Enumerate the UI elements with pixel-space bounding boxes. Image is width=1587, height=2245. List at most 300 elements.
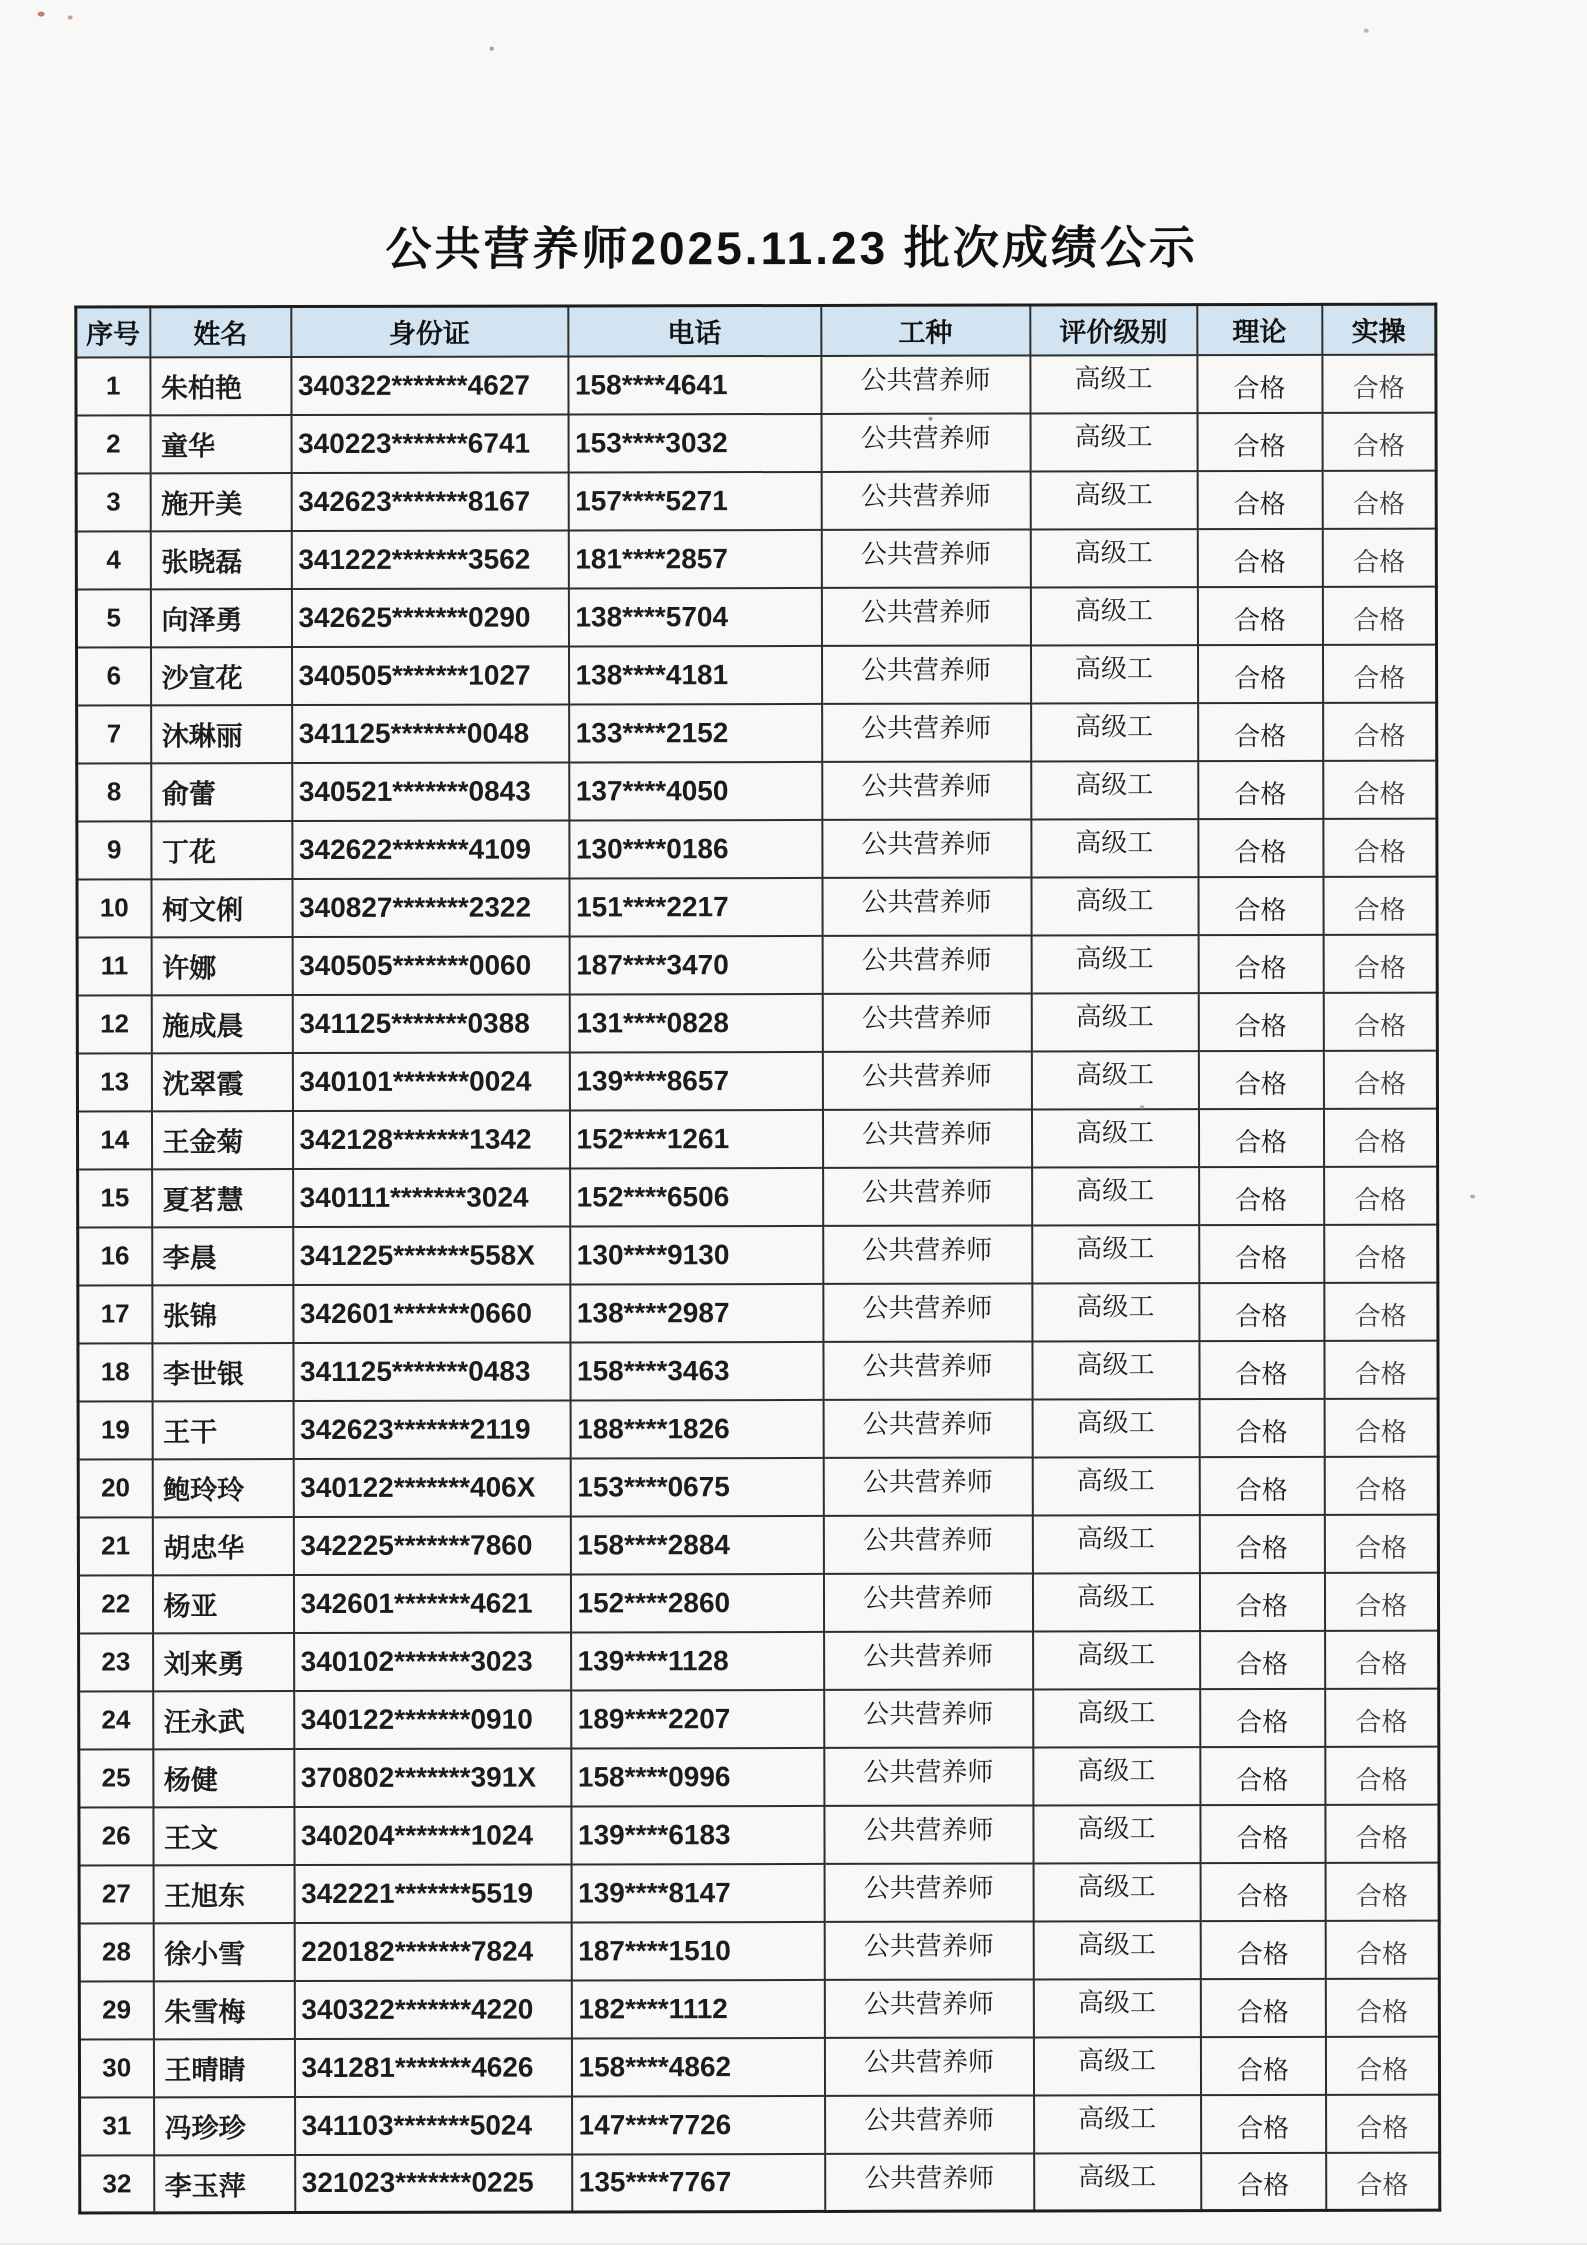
cell-theory-result: 合格 [1200,1630,1325,1688]
cell-id-number: 342623*******8167 [291,472,568,531]
cell-index: 28 [79,1923,153,1981]
cell-phone: 152****1261 [569,1109,822,1168]
cell-id-number: 342128*******1342 [292,1110,569,1169]
cell-index: 12 [77,995,151,1053]
cell-level: 高级工 [1031,935,1198,993]
cell-practical-result: 合格 [1325,1746,1439,1804]
page-title: 公共营养师2025.11.23 批次成绩公示 [385,221,1198,275]
cell-job-type: 公共营养师 [823,1515,1032,1573]
cell-level: 高级工 [1032,1283,1199,1341]
cell-id-number: 340102*******3023 [294,1632,571,1691]
cell-theory-result: 合格 [1201,2094,1326,2152]
cell-job-type: 公共营养师 [825,2095,1034,2153]
cell-name: 丁花 [151,821,292,879]
cell-job-type: 公共营养师 [821,471,1030,529]
cell-level: 高级工 [1032,1457,1199,1515]
cell-index: 31 [80,2097,154,2155]
cell-practical-result: 合格 [1324,1572,1438,1630]
header-row [76,304,1436,357]
cell-index: 25 [79,1749,153,1807]
cell-job-type: 公共营养师 [823,1167,1032,1225]
cell-phone: 138****4181 [569,645,822,704]
cell-job-type: 公共营养师 [821,355,1030,413]
cell-level: 高级工 [1031,1109,1198,1167]
table-row [76,586,1436,647]
cell-name: 李晨 [152,1227,293,1285]
cell-phone: 158****4862 [571,2037,824,2096]
cell-practical-result: 合格 [1324,1514,1438,1572]
cell-index: 21 [78,1517,152,1575]
cell-theory-result: 合格 [1199,1166,1324,1224]
cell-name: 王金菊 [151,1111,292,1169]
cell-phone: 139****1128 [571,1631,824,1690]
cell-phone: 152****2860 [570,1573,823,1632]
table-row [76,528,1436,589]
cell-job-type: 公共营养师 [824,1805,1033,1863]
cell-phone: 152****6506 [570,1167,823,1226]
cell-level: 高级工 [1032,1399,1199,1457]
scan-artifact [1470,1195,1475,1199]
table-row [78,1224,1438,1285]
cell-practical-result: 合格 [1325,1920,1439,1978]
cell-phone: 153****0675 [570,1457,823,1516]
cell-level: 高级工 [1030,471,1197,529]
cell-id-number: 342221*******5519 [294,1864,571,1923]
cell-practical-result: 合格 [1323,1108,1437,1166]
table-row [78,1166,1438,1227]
cell-practical-result: 合格 [1323,644,1437,702]
cell-phone: 158****4641 [568,355,821,414]
cell-level: 高级工 [1031,1051,1198,1109]
cell-job-type: 公共营养师 [821,587,1030,645]
cell-phone: 182****1112 [571,1979,824,2038]
cell-job-type: 公共营养师 [824,1747,1033,1805]
cell-id-number: 340122*******0910 [294,1690,571,1749]
cell-job-type: 公共营养师 [824,1631,1033,1689]
table-row [78,1456,1438,1517]
cell-level: 高级工 [1031,993,1198,1051]
cell-index: 20 [78,1459,152,1517]
cell-name: 王晴睛 [153,2039,294,2097]
results-table [74,303,1441,2215]
cell-index: 2 [76,415,150,473]
cell-index: 4 [76,531,150,589]
cell-level: 高级工 [1033,1921,1200,1979]
cell-practical-result: 合格 [1323,934,1437,992]
cell-id-number: 340223*******6741 [291,414,568,473]
cell-level: 高级工 [1031,645,1198,703]
cell-index: 8 [77,763,151,821]
cell-phone: 130****0186 [569,819,822,878]
table-row [78,1572,1438,1633]
cell-name: 沈翠霞 [151,1053,292,1111]
cell-name: 徐小雪 [153,1923,294,1981]
cell-theory-result: 合格 [1199,1456,1324,1514]
cell-name: 杨亚 [152,1575,293,1633]
cell-practical-result: 合格 [1326,2152,1440,2210]
cell-index: 3 [76,473,150,531]
cell-job-type: 公共营养师 [824,2037,1033,2095]
cell-index: 6 [77,647,151,705]
scan-artifact [68,16,73,20]
cell-theory-result: 合格 [1200,1688,1325,1746]
cell-theory-result: 合格 [1199,1224,1324,1282]
cell-job-type: 公共营养师 [823,1457,1032,1515]
cell-practical-result: 合格 [1324,1398,1438,1456]
cell-index: 5 [76,589,150,647]
cell-phone: 137****4050 [569,761,822,820]
cell-job-type: 公共营养师 [822,877,1031,935]
cell-id-number: 341125*******0483 [293,1342,570,1401]
table-row [77,876,1437,937]
cell-index: 17 [78,1285,152,1343]
col-header-index: 序号 [76,307,150,357]
cell-id-number: 340827*******2322 [292,878,569,937]
cell-practical-result: 合格 [1324,1166,1438,1224]
cell-name: 胡忠华 [152,1517,293,1575]
table-row [77,992,1437,1053]
cell-practical-result: 合格 [1322,412,1436,470]
cell-job-type: 公共营养师 [823,1283,1032,1341]
cell-level: 高级工 [1032,1573,1199,1631]
cell-theory-result: 合格 [1200,1978,1325,2036]
cell-phone: 138****2987 [570,1283,823,1342]
cell-phone: 147****7726 [572,2095,825,2154]
cell-index: 7 [77,705,151,763]
cell-job-type: 公共营养师 [822,1109,1031,1167]
cell-level: 高级工 [1031,703,1198,761]
cell-level: 高级工 [1032,1167,1199,1225]
cell-theory-result: 合格 [1200,1804,1325,1862]
cell-index: 23 [79,1633,153,1691]
cell-name: 施成晨 [151,995,292,1053]
cell-practical-result: 合格 [1322,528,1436,586]
cell-practical-result: 合格 [1323,992,1437,1050]
cell-phone: 151****2217 [569,877,822,936]
cell-practical-result: 合格 [1323,702,1437,760]
cell-level: 高级工 [1032,1515,1199,1573]
table-row [78,1340,1438,1401]
cell-theory-result: 合格 [1199,1514,1324,1572]
cell-level: 高级工 [1030,355,1197,413]
cell-name: 杨健 [153,1749,294,1807]
cell-theory-result: 合格 [1199,1282,1324,1340]
table-row [76,354,1436,415]
cell-name: 柯文俐 [151,879,292,937]
cell-index: 18 [78,1343,152,1401]
cell-theory-result: 合格 [1199,1340,1324,1398]
cell-id-number: 341222*******3562 [291,530,568,589]
cell-practical-result: 合格 [1325,1978,1439,2036]
cell-theory-result: 合格 [1198,818,1323,876]
cell-phone: 133****2152 [569,703,822,762]
cell-phone: 157****5271 [568,471,821,530]
table-header [76,304,1436,357]
cell-phone: 158****3463 [570,1341,823,1400]
cell-id-number: 340204*******1024 [294,1806,571,1865]
cell-id-number: 340505*******1027 [292,646,569,705]
cell-phone: 131****0828 [569,993,822,1052]
cell-index: 26 [79,1807,153,1865]
cell-job-type: 公共营养师 [822,1051,1031,1109]
cell-level: 高级工 [1031,819,1198,877]
col-header-level: 评价级别 [1030,305,1197,355]
cell-id-number: 341125*******0048 [292,704,569,763]
cell-practical-result: 合格 [1322,586,1436,644]
cell-id-number: 340322*******4627 [291,356,568,415]
cell-level: 高级工 [1031,761,1198,819]
cell-level: 高级工 [1032,1225,1199,1283]
table-row [79,1630,1439,1691]
table-row [76,412,1436,473]
table-row [78,1398,1438,1459]
cell-practical-result: 合格 [1324,1456,1438,1514]
cell-phone: 139****8147 [571,1863,824,1922]
col-header-id-number: 身份证 [291,306,568,357]
table-row [79,1862,1439,1923]
cell-practical-result: 合格 [1323,1050,1437,1108]
cell-practical-result: 合格 [1325,2036,1439,2094]
cell-job-type: 公共营养师 [824,1689,1033,1747]
cell-id-number: 342601*******4621 [293,1574,570,1633]
col-header-name: 姓名 [150,307,291,357]
cell-name: 沐琳丽 [151,705,292,763]
cell-theory-result: 合格 [1198,760,1323,818]
cell-id-number: 341281*******4626 [294,2038,571,2097]
cell-phone: 153****3032 [568,413,821,472]
cell-practical-result: 合格 [1323,876,1437,934]
cell-level: 高级工 [1033,1747,1200,1805]
cell-theory-result: 合格 [1197,586,1322,644]
cell-index: 30 [79,2039,153,2097]
table-row [76,470,1436,531]
cell-phone: 158****2884 [570,1515,823,1574]
cell-index: 13 [77,1053,151,1111]
cell-level: 高级工 [1032,1341,1199,1399]
cell-practical-result: 合格 [1322,470,1436,528]
table-row [77,702,1437,763]
cell-name: 朱雪梅 [153,1981,294,2039]
cell-practical-result: 合格 [1325,1862,1439,1920]
col-header-practical: 实操 [1322,304,1436,354]
cell-practical-result: 合格 [1324,1224,1438,1282]
cell-id-number: 340521*******0843 [292,762,569,821]
cell-index: 14 [77,1111,151,1169]
cell-id-number: 342622*******4109 [292,820,569,879]
cell-id-number: 341103*******5024 [295,2096,572,2155]
cell-name: 许娜 [151,937,292,995]
cell-id-number: 340122*******406X [293,1458,570,1517]
cell-id-number: 340111*******3024 [293,1168,570,1227]
cell-theory-result: 合格 [1200,1746,1325,1804]
scan-artifact [1364,29,1369,33]
cell-practical-result: 合格 [1324,1282,1438,1340]
cell-theory-result: 合格 [1198,1108,1323,1166]
cell-name: 张锦 [152,1285,293,1343]
cell-id-number: 340505*******0060 [292,936,569,995]
cell-index: 32 [80,2155,154,2213]
table-row [80,2094,1440,2155]
cell-phone: 135****7767 [572,2153,825,2212]
cell-job-type: 公共营养师 [822,703,1031,761]
scan-artifact [490,47,494,51]
cell-name: 刘来勇 [153,1633,294,1691]
cell-theory-result: 合格 [1198,644,1323,702]
cell-id-number: 340101*******0024 [292,1052,569,1111]
cell-level: 高级工 [1030,413,1197,471]
cell-theory-result: 合格 [1199,1398,1324,1456]
scan-artifact [1140,1105,1144,1109]
cell-job-type: 公共营养师 [823,1573,1032,1631]
cell-name: 汪永武 [153,1691,294,1749]
cell-id-number: 342625*******0290 [291,588,568,647]
cell-level: 高级工 [1033,2037,1200,2095]
cell-theory-result: 合格 [1198,1050,1323,1108]
cell-name: 张晓磊 [150,531,291,589]
cell-name: 沙宣花 [151,647,292,705]
cell-level: 高级工 [1033,1631,1200,1689]
col-header-theory: 理论 [1197,304,1322,354]
cell-job-type: 公共营养师 [823,1341,1032,1399]
cell-level: 高级工 [1034,2095,1201,2153]
cell-name: 向泽勇 [150,589,291,647]
cell-job-type: 公共营养师 [822,993,1031,1051]
cell-index: 29 [79,1981,153,2039]
cell-theory-result: 合格 [1200,2036,1325,2094]
cell-id-number: 342601*******0660 [293,1284,570,1343]
cell-name: 朱柏艳 [150,357,291,415]
cell-theory-result: 合格 [1197,354,1322,412]
cell-job-type: 公共营养师 [822,761,1031,819]
cell-theory-result: 合格 [1198,876,1323,934]
cell-job-type: 公共营养师 [824,1979,1033,2037]
cell-job-type: 公共营养师 [824,1863,1033,1921]
cell-index: 22 [78,1575,152,1633]
cell-theory-result: 合格 [1197,528,1322,586]
cell-id-number: 340322*******4220 [294,1980,571,2039]
cell-index: 16 [78,1227,152,1285]
cell-theory-result: 合格 [1197,412,1322,470]
cell-phone: 187****1510 [571,1921,824,1980]
cell-theory-result: 合格 [1200,1862,1325,1920]
cell-job-type: 公共营养师 [824,1921,1033,1979]
cell-level: 高级工 [1031,877,1198,935]
cell-id-number: 341125*******0388 [292,994,569,1053]
table-row [78,1282,1438,1343]
table-body [76,354,1440,2213]
cell-index: 15 [78,1169,152,1227]
table-row [79,2036,1439,2097]
table-row [77,1050,1437,1111]
cell-phone: 138****5704 [568,587,821,646]
cell-level: 高级工 [1033,1689,1200,1747]
cell-index: 24 [79,1691,153,1749]
cell-phone: 130****9130 [570,1225,823,1284]
cell-job-type: 公共营养师 [821,413,1030,471]
cell-phone: 181****2857 [568,529,821,588]
scan-artifact [929,417,933,421]
cell-theory-result: 合格 [1199,1572,1324,1630]
cell-job-type: 公共营养师 [822,819,1031,877]
cell-job-type: 公共营养师 [822,645,1031,703]
cell-level: 高级工 [1033,1863,1200,1921]
cell-theory-result: 合格 [1200,1920,1325,1978]
cell-practical-result: 合格 [1323,818,1437,876]
table-row [79,1746,1439,1807]
cell-index: 10 [77,879,151,937]
cell-id-number: 321023*******0225 [295,2154,572,2213]
cell-index: 11 [77,937,151,995]
cell-name: 王干 [152,1401,293,1459]
cell-name: 王文 [153,1807,294,1865]
col-header-job-type: 工种 [821,305,1030,355]
cell-name: 施开美 [150,473,291,531]
cell-id-number: 370802*******391X [294,1748,571,1807]
cell-theory-result: 合格 [1198,992,1323,1050]
cell-phone: 139****8657 [569,1051,822,1110]
cell-phone: 189****2207 [571,1689,824,1748]
cell-name: 鲍玲玲 [152,1459,293,1517]
cell-level: 高级工 [1030,529,1197,587]
cell-practical-result: 合格 [1322,354,1436,412]
cell-phone: 139****6183 [571,1805,824,1864]
cell-theory-result: 合格 [1197,470,1322,528]
cell-level: 高级工 [1034,2153,1201,2211]
cell-job-type: 公共营养师 [821,529,1030,587]
cell-id-number: 220182*******7824 [294,1922,571,1981]
table-row [80,2152,1440,2213]
cell-job-type: 公共营养师 [822,935,1031,993]
scan-artifact [38,12,45,17]
cell-id-number: 342225*******7860 [293,1516,570,1575]
table-row [77,934,1437,995]
cell-practical-result: 合格 [1324,1340,1438,1398]
table-row [79,1920,1439,1981]
cell-name: 夏茗慧 [152,1169,293,1227]
table-row [79,1804,1439,1865]
cell-id-number: 341225*******558X [293,1226,570,1285]
cell-job-type: 公共营养师 [825,2153,1034,2211]
cell-name: 冯珍珍 [154,2097,295,2155]
cell-index: 1 [76,357,150,415]
cell-theory-result: 合格 [1198,702,1323,760]
cell-practical-result: 合格 [1325,1630,1439,1688]
cell-practical-result: 合格 [1326,2094,1440,2152]
cell-name: 王旭东 [153,1865,294,1923]
cell-index: 9 [77,821,151,879]
cell-job-type: 公共营养师 [823,1399,1032,1457]
col-header-phone: 电话 [568,305,821,356]
cell-name: 俞蕾 [151,763,292,821]
cell-practical-result: 合格 [1325,1804,1439,1862]
cell-name: 童华 [150,415,291,473]
cell-job-type: 公共营养师 [823,1225,1032,1283]
cell-level: 高级工 [1033,1805,1200,1863]
cell-name: 李玉萍 [154,2155,295,2213]
cell-practical-result: 合格 [1323,760,1437,818]
table-row [77,760,1437,821]
cell-index: 27 [79,1865,153,1923]
table-row [77,1108,1437,1169]
cell-id-number: 342623*******2119 [293,1400,570,1459]
cell-practical-result: 合格 [1325,1688,1439,1746]
table-row [79,1978,1439,2039]
cell-phone: 188****1826 [570,1399,823,1458]
cell-phone: 187****3470 [569,935,822,994]
cell-level: 高级工 [1033,1979,1200,2037]
cell-level: 高级工 [1030,587,1197,645]
table-row [77,818,1437,879]
